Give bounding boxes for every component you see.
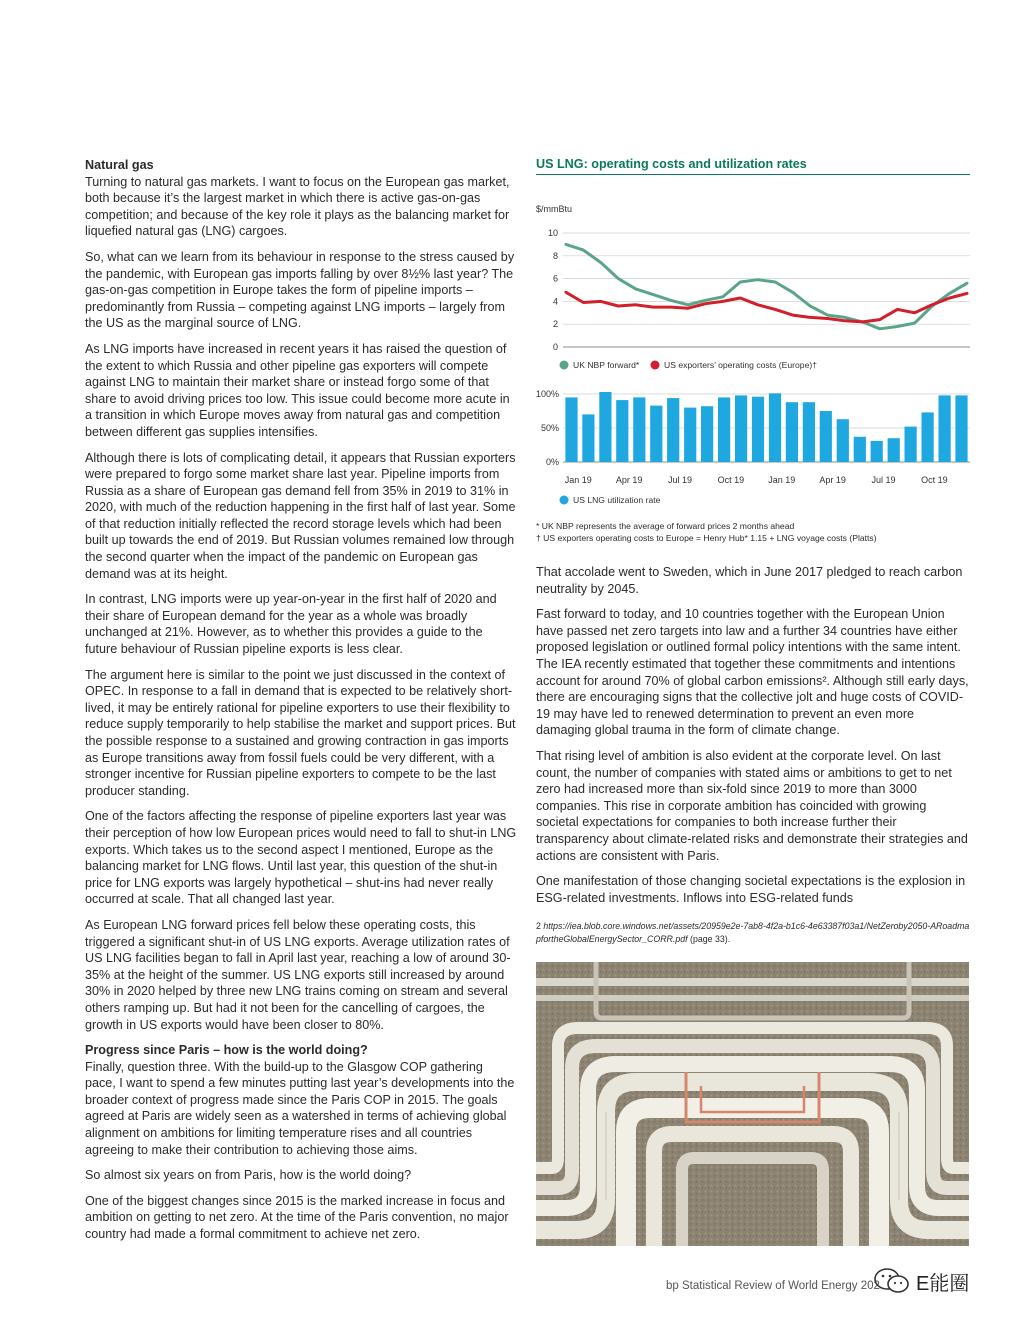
paragraph: Fast forward to today, and 10 countries together with the European Union have passed net zero targets into law and a further 34 countries have either proposed legislation or outlined formal policy intentions with the same intent. The IEA recently estimated that together these commitments and intentions account for around 70% of global carbon emissions². Although still early days, there are encouraging signs that the collective jolt and huge costs of COVID-19 may have led to renewed determination to prevent an even more damaging global trauma in the form of climate change.: [536, 607, 969, 738]
bar: [888, 438, 900, 462]
y-tick-label: 6: [552, 273, 558, 284]
y-tick-label: 0: [552, 342, 558, 352]
paragraph: One of the biggest changes since 2015 is the marked increase in focus and ambition on getting to net zero. At the time of the Paris convention, no major country had made a formal commitment to achieve net zero.: [85, 1193, 509, 1242]
bar: [922, 412, 934, 462]
bar: [650, 406, 662, 462]
paragraph: As LNG imports have increased in recent years it has raised the question of the extent to which Russia and other pipeline gas exporters will compete against LNG to maintain their market share or instead forgo some of that share to avoid driving prices too low. This issue could become more acute in a transition in which Europe moves away from natural gas and competition between different gas supplies intensifies.: [85, 341, 510, 439]
reference-url[interactable]: https://iea.blob.core.windows.net/assets/20959e2e-7ab8-4f2a-b1c6-4e63387f03a1/NetZeroby2050-ARoadmapfortheGlobalEnergySector_CORR.pdf: [536, 921, 970, 944]
reference-number: 2: [536, 921, 541, 932]
series-line-1: [566, 292, 967, 322]
y-tick-label: 2: [552, 319, 558, 330]
right-column: [536, 157, 970, 945]
bar: [633, 397, 645, 462]
x-tick-label: Jan 19: [564, 475, 592, 485]
paragraph: One of the factors affecting the response of pipeline exporters last year was their perception of how low European prices would need to fall to shut-in LNG exports. Which takes us to the second aspect I mentioned, Europe as the balancing market for LNG flows. Until last year, this question of the shut-in price for LNG exports was largely hypothetical – shut-ins had never really occurred at scale. That all changed last year.: [85, 809, 517, 907]
x-tick-label: Apr 19: [819, 475, 846, 485]
bar: [752, 397, 764, 462]
paragraph: Although there is lots of complicating detail, it appears that Russian exporters were prepared to forgo some market share last year. Pipeline imports from Russia as a share of European gas demand fell from 35% in 2019 to 31% in 2020, with much of the reduction happening in the first half of last year. Some of that reduction initially reflected the record storage levels which had been built up towards the end of 2019. But Russian volumes remained low through the second quarter when the impact of the pandemic on European gas demand was at its height.: [85, 450, 516, 581]
bar: [701, 406, 713, 462]
bar: [735, 395, 747, 462]
reference-page: (page 33).: [690, 933, 731, 944]
bar: [667, 398, 679, 462]
x-tick-label: Oct 19: [717, 475, 745, 485]
x-tick-label: Oct 19: [921, 475, 948, 485]
pipeline-illustration: [536, 962, 969, 1246]
bar: [820, 411, 832, 462]
paragraph: One manifestation of those changing societal expectations is the explosion in ESG-related investments. Inflows into ESG-related funds: [536, 874, 966, 905]
bar: [786, 402, 798, 462]
paragraph: The argument here is similar to the point we just discussed in the context of OPEC. In response to a fall in demand that is expected to be relatively short-lived, it may be entirely rational for pipeline exporters to use their flexibility to reduce supply temporarily to help stabilise the market and support prices. But the possible response to a sustained and growing contraction in gas imports as Europe transitions away from fossil fuels could be very different, with a stronger incentive for Russian pipeline exporters to compete to be the last producer standing.: [85, 667, 516, 798]
bar: [582, 414, 594, 462]
bar: [684, 408, 696, 462]
paragraph: In contrast, LNG imports were up year-on-year in the first half of 2020 and their share of European demand for the year as a whole was broadly unchanged at 21%. However, as to whether this provides a guide to the future behaviour of Russian pipeline exports is less clear.: [85, 592, 497, 657]
footnote-nbp: * UK NBP represents the average of forward prices 2 months ahead: [536, 521, 795, 531]
page-footer: bp Statistical Review of World Energy 202: [666, 1280, 880, 1292]
x-tick-label: Apr 19: [615, 475, 643, 485]
bar: [599, 392, 611, 462]
bar: [769, 393, 781, 462]
bar: [837, 419, 849, 462]
watermark: [872, 1266, 969, 1296]
paragraph: Turning to natural gas markets. I want to focus on the European gas market, both because it’s the largest market in which there is active gas-on-gas competition; and because of the key role it plays as the balancing market for liquefied natural gas (LNG) cargoes.: [85, 174, 510, 239]
bar: [939, 395, 951, 462]
paragraph: That accolade went to Sweden, which in June 2017 pledged to reach carbon neutrality by 2045.: [536, 565, 963, 596]
bar: [905, 427, 917, 462]
watermark-text: E能圈: [916, 1272, 970, 1295]
legend-marker-1: [651, 361, 660, 370]
bar-legend-marker: [560, 496, 569, 505]
bar-y-tick-label: 100%: [536, 389, 559, 399]
pipeline-photo: [536, 962, 969, 1246]
lng-chart: [536, 175, 970, 520]
bar: [955, 395, 967, 462]
bar: [871, 441, 883, 462]
reference-footnote: [536, 920, 970, 945]
paragraph: So almost six years on from Paris, how is the world doing?: [85, 1168, 412, 1183]
wechat-icon: [872, 1266, 912, 1296]
paragraph: As European LNG forward prices fell below these operating costs, this triggered a significant shut-in of US LNG exports. Average utilization rates of US LNG facilities began to fall in April last year, reaching a low of around 30-35% at the height of the summer. US LNG exports still increased by around 30% in 2020 helped by three new LNG trains coming on stream and several others ramping up. But had it not been for the cancelling of cargoes, the growth in US exports would have been closer to 80%.: [85, 917, 511, 1032]
bar: [718, 397, 730, 462]
bar: [565, 397, 577, 462]
legend-marker-0: [560, 361, 569, 370]
paragraph: Finally, question three. With the build-up to the Glasgow COP gathering pace, I want to spend a few minutes putting last year’s developments into the broader context of progress made since the Paris COP in 2015. The goals agreed at Paris are widely seen as a watershed in terms of achieving global alignment on ambitions for limiting temperature rises and all countries agreeing to make their contribution to achieving those aims.: [85, 1059, 515, 1157]
bar: [803, 402, 815, 462]
x-tick-label: Jul 19: [871, 475, 896, 485]
series-line-0: [566, 244, 967, 328]
legend-label-0: UK NBP forward*: [573, 360, 640, 370]
legend-label-1: US exporters’ operating costs (Europe)†: [664, 360, 818, 370]
x-tick-label: Jul 19: [667, 475, 693, 485]
left-column: [85, 157, 517, 1252]
bar-y-tick-label: 0%: [545, 457, 559, 467]
section-heading-progress: Progress since Paris – how is the world doing?: [85, 1043, 368, 1058]
y-axis-label: $/mmBtu: [536, 204, 573, 214]
chart-title: US LNG: operating costs and utilization rates: [536, 157, 970, 175]
bar-legend-label: US LNG utilization rate: [573, 495, 661, 505]
paragraph: That rising level of ambition is also evident at the corporate level. On last count, the number of companies with stated aims or ambitions to get to net zero had increased more than six-fold since 2019 to more than 3000 companies. This rise in corporate ambition has coincided with growing societal expectations for companies to both increase further their transparency about climate-related risks and demonstrate their strategies and actions are consistent with Paris.: [536, 748, 968, 863]
y-tick-label: 8: [552, 250, 558, 261]
bar: [616, 400, 628, 462]
bar-y-tick-label: 50%: [540, 423, 559, 433]
x-tick-label: Jan 19: [768, 475, 796, 485]
y-tick-label: 4: [552, 296, 558, 307]
section-heading-natural-gas: Natural gas: [85, 158, 154, 172]
footnote-operating-costs: † US exporters operating costs to Europe = Henry Hub* 1.15 + LNG voyage costs (Platts): [536, 533, 877, 543]
paragraph: So, what can we learn from its behaviour in response to the stress caused by the pandemic, with European gas imports falling by over 8½% last year? The gas-on-gas competition in Europe takes the form of pipeline imports – predominantly from Russia – competing against LNG imports – largely from the US as the marginal source of LNG.: [85, 249, 515, 331]
y-tick-label: 10: [547, 228, 558, 238]
bar: [854, 437, 866, 462]
